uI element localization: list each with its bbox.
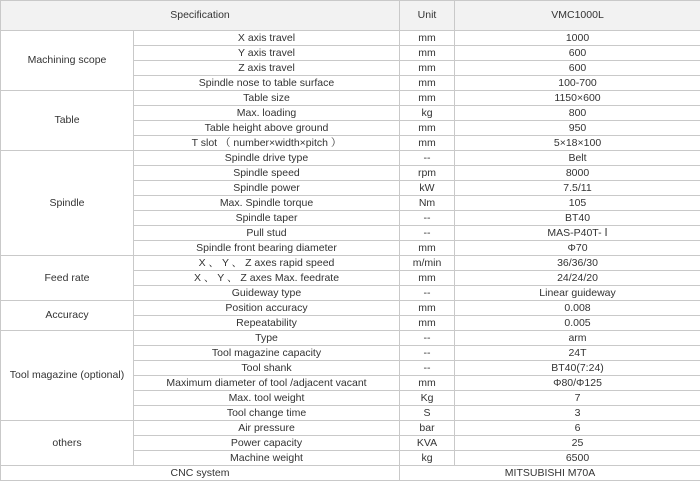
spec-value: 1150×600 <box>455 91 700 106</box>
spec-item: X axis travel <box>134 31 400 46</box>
spec-value: 7 <box>455 391 700 406</box>
spec-unit: kg <box>400 106 455 121</box>
spec-value: MAS-P40T- Ⅰ <box>455 226 700 241</box>
spec-unit: KVA <box>400 436 455 451</box>
spec-value: 6500 <box>455 451 700 466</box>
spec-item: Type <box>134 331 400 346</box>
spec-item: X 、 Y 、 Z axes rapid speed <box>134 256 400 271</box>
spec-unit: mm <box>400 121 455 136</box>
spec-value: 100-700 <box>455 76 700 91</box>
group-label: Accuracy <box>1 301 134 331</box>
table-row <box>1 331 700 346</box>
spec-item: Guideway type <box>134 286 400 301</box>
spec-item: Power capacity <box>134 436 400 451</box>
spec-value: 950 <box>455 121 700 136</box>
spec-item: X 、 Y 、 Z axes Max. feedrate <box>134 271 400 286</box>
spec-unit: mm <box>400 61 455 76</box>
spec-item: Spindle nose to table surface <box>134 76 400 91</box>
spec-table-header <box>1 1 700 31</box>
spec-item: Tool shank <box>134 361 400 376</box>
spec-unit: -- <box>400 346 455 361</box>
spec-table-body <box>1 31 700 466</box>
table-row <box>1 91 700 106</box>
cnc-system-label: CNC system <box>1 466 400 481</box>
header-model: VMC1000L <box>455 1 700 31</box>
spec-item: Machine weight <box>134 451 400 466</box>
spec-item: Spindle drive type <box>134 151 400 166</box>
header-unit: Unit <box>400 1 455 31</box>
spec-value: 24T <box>455 346 700 361</box>
spec-value: 25 <box>455 436 700 451</box>
group-label: Table <box>1 91 134 151</box>
spec-value: 600 <box>455 61 700 76</box>
spec-unit: -- <box>400 226 455 241</box>
spec-item: T slot （ number×width×pitch ） <box>134 136 400 151</box>
spec-unit: -- <box>400 286 455 301</box>
group-label: Machining scope <box>1 31 134 91</box>
spec-value: 0.005 <box>455 316 700 331</box>
spec-unit: mm <box>400 31 455 46</box>
spec-item: Spindle power <box>134 181 400 196</box>
spec-value: 24/24/20 <box>455 271 700 286</box>
spec-unit: mm <box>400 76 455 91</box>
spec-value: 600 <box>455 46 700 61</box>
spec-value: 7.5/11 <box>455 181 700 196</box>
spec-unit: kg <box>400 451 455 466</box>
spec-item: Z axis travel <box>134 61 400 76</box>
spec-unit: -- <box>400 211 455 226</box>
spec-value: 1000 <box>455 31 700 46</box>
spec-unit: -- <box>400 151 455 166</box>
spec-unit: mm <box>400 376 455 391</box>
spec-value: 6 <box>455 421 700 436</box>
spec-item: Position accuracy <box>134 301 400 316</box>
spec-value: BT40 <box>455 211 700 226</box>
group-label: Tool magazine (optional) <box>1 331 134 421</box>
spec-unit: mm <box>400 316 455 331</box>
spec-table-footer <box>1 466 700 481</box>
spec-item: Air pressure <box>134 421 400 436</box>
spec-item: Pull stud <box>134 226 400 241</box>
spec-unit: Kg <box>400 391 455 406</box>
spec-value: 36/36/30 <box>455 256 700 271</box>
spec-value: arm <box>455 331 700 346</box>
spec-unit: mm <box>400 136 455 151</box>
spec-item: Table size <box>134 91 400 106</box>
table-row <box>1 421 700 436</box>
spec-item: Max. tool weight <box>134 391 400 406</box>
spec-item: Spindle speed <box>134 166 400 181</box>
spec-unit: rpm <box>400 166 455 181</box>
spec-unit: -- <box>400 331 455 346</box>
spec-value: Φ80/Φ125 <box>455 376 700 391</box>
spec-item: Spindle taper <box>134 211 400 226</box>
group-label: Spindle <box>1 151 134 256</box>
spec-item: Max. loading <box>134 106 400 121</box>
spec-item: Spindle front bearing diameter <box>134 241 400 256</box>
spec-unit: mm <box>400 241 455 256</box>
spec-unit: -- <box>400 361 455 376</box>
group-label: Feed rate <box>1 256 134 301</box>
spec-value: Linear guideway <box>455 286 700 301</box>
spec-unit: mm <box>400 271 455 286</box>
table-row <box>1 256 700 271</box>
cnc-system-value: MITSUBISHI M70A <box>400 466 700 481</box>
header-row <box>1 1 700 31</box>
spec-value: 105 <box>455 196 700 211</box>
spec-unit: Nm <box>400 196 455 211</box>
spec-item: Max. Spindle torque <box>134 196 400 211</box>
spec-value: 8000 <box>455 166 700 181</box>
spec-item: Table height above ground <box>134 121 400 136</box>
spec-unit: bar <box>400 421 455 436</box>
spec-value: 5×18×100 <box>455 136 700 151</box>
spec-value: 0.008 <box>455 301 700 316</box>
spec-value: 3 <box>455 406 700 421</box>
table-row <box>1 301 700 316</box>
spec-value: BT40(7:24) <box>455 361 700 376</box>
table-row <box>1 151 700 166</box>
spec-unit: S <box>400 406 455 421</box>
group-label: others <box>1 421 134 466</box>
spec-unit: mm <box>400 301 455 316</box>
header-specification: Specification <box>1 1 400 31</box>
spec-item: Repeatability <box>134 316 400 331</box>
spec-unit: kW <box>400 181 455 196</box>
spec-unit: m/min <box>400 256 455 271</box>
footer-row <box>1 466 700 481</box>
spec-unit: mm <box>400 91 455 106</box>
spec-item: Maximum diameter of tool /adjacent vacant <box>134 376 400 391</box>
spec-value: 800 <box>455 106 700 121</box>
spec-value: Φ70 <box>455 241 700 256</box>
spec-value: Belt <box>455 151 700 166</box>
spec-item: Tool change time <box>134 406 400 421</box>
spec-unit: mm <box>400 46 455 61</box>
spec-item: Y axis travel <box>134 46 400 61</box>
spec-item: Tool magazine capacity <box>134 346 400 361</box>
table-row <box>1 31 700 46</box>
